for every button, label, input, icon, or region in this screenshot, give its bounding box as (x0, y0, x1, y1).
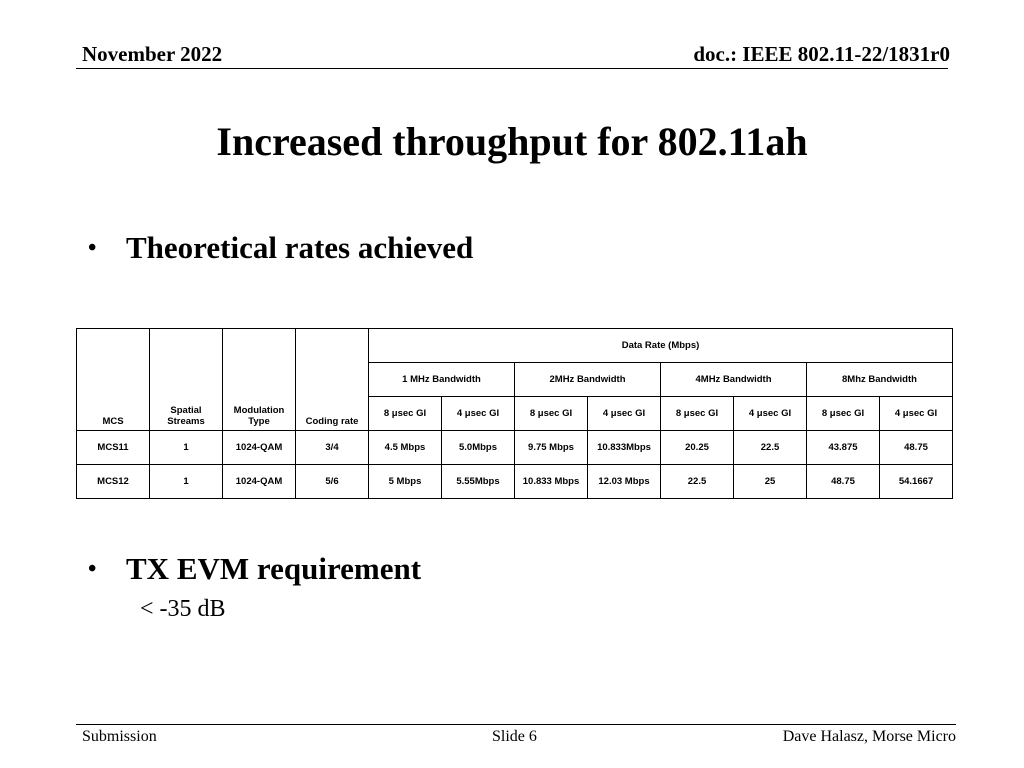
gi-label: 8 μsec GI (661, 397, 734, 431)
sub-bullet-evm-value: < -35 dB (140, 596, 226, 622)
table-cell: MCS11 (77, 431, 150, 465)
col-header-coding-rate: Coding rate (296, 329, 369, 431)
header-doc-id: doc.: IEEE 802.11-22/1831r0 (693, 42, 950, 66)
col-header-mcs: MCS (77, 329, 150, 431)
table-cell: 1 (150, 431, 223, 465)
bullet-theoretical-rates (88, 230, 588, 270)
bandwidth-8mhz: 8Mhz Bandwidth (807, 363, 953, 397)
data-rate-table (76, 328, 953, 499)
table-cell: 9.75 Mbps (515, 431, 588, 465)
bullet-dot-icon: • (88, 556, 97, 582)
table-cell: 1 (150, 465, 223, 499)
footer-divider (76, 724, 956, 725)
gi-label: 4 μsec GI (734, 397, 807, 431)
table-cell: 10.833 Mbps (515, 465, 588, 499)
header-divider (76, 68, 948, 69)
gi-label: 8 μsec GI (515, 397, 588, 431)
footer-author: Dave Halasz, Morse Micro (782, 728, 956, 745)
col-header-spatial-streams-text: Spatial Streams (167, 405, 205, 427)
gi-label: 4 μsec GI (880, 397, 953, 431)
table-cell: 22.5 (661, 465, 734, 499)
table-cell: 5.55Mbps (442, 465, 515, 499)
bullet-tx-evm (88, 551, 588, 591)
data-rate-header: Data Rate (Mbps) (369, 329, 953, 363)
table-cell: 48.75 (880, 431, 953, 465)
table-cell: 20.25 (661, 431, 734, 465)
gi-label: 8 μsec GI (369, 397, 442, 431)
table-row (77, 431, 953, 465)
bandwidth-2mhz: 2MHz Bandwidth (515, 363, 661, 397)
gi-label: 4 μsec GI (588, 397, 661, 431)
header-date: November 2022 (82, 42, 223, 66)
table-cell: 1024-QAM (223, 431, 296, 465)
bullet-text: Theoretical rates achieved (126, 230, 474, 265)
table-cell: 1024-QAM (223, 465, 296, 499)
table-cell: 5.0Mbps (442, 431, 515, 465)
table-cell: 22.5 (734, 431, 807, 465)
table-cell: 43.875 (807, 431, 880, 465)
bandwidth-4mhz: 4MHz Bandwidth (661, 363, 807, 397)
table-cell: 54.1667 (880, 465, 953, 499)
table-cell: 5/6 (296, 465, 369, 499)
col-header-modulation-type (223, 329, 296, 431)
table-cell: 4.5 Mbps (369, 431, 442, 465)
gi-label: 4 μsec GI (442, 397, 515, 431)
table-cell: 12.03 Mbps (588, 465, 661, 499)
footer-slide-number: Slide 6 (492, 728, 537, 745)
table-row (77, 465, 953, 499)
table-cell: 48.75 (807, 465, 880, 499)
slide-title: Increased throughput for 802.11ah (216, 119, 808, 164)
table-cell: 25 (734, 465, 807, 499)
bullet-dot-icon: • (88, 235, 97, 261)
bullet-text: TX EVM requirement (126, 551, 422, 586)
col-header-modulation-type-text: Modulation Type (233, 405, 285, 427)
table-cell: 5 Mbps (369, 465, 442, 499)
bandwidth-1mhz: 1 MHz Bandwidth (369, 363, 515, 397)
table-cell: 10.833Mbps (588, 431, 661, 465)
table-cell: MCS12 (77, 465, 150, 499)
table-cell: 3/4 (296, 431, 369, 465)
gi-label: 8 μsec GI (807, 397, 880, 431)
footer-submission: Submission (82, 728, 157, 745)
col-header-spatial-streams (150, 329, 223, 431)
